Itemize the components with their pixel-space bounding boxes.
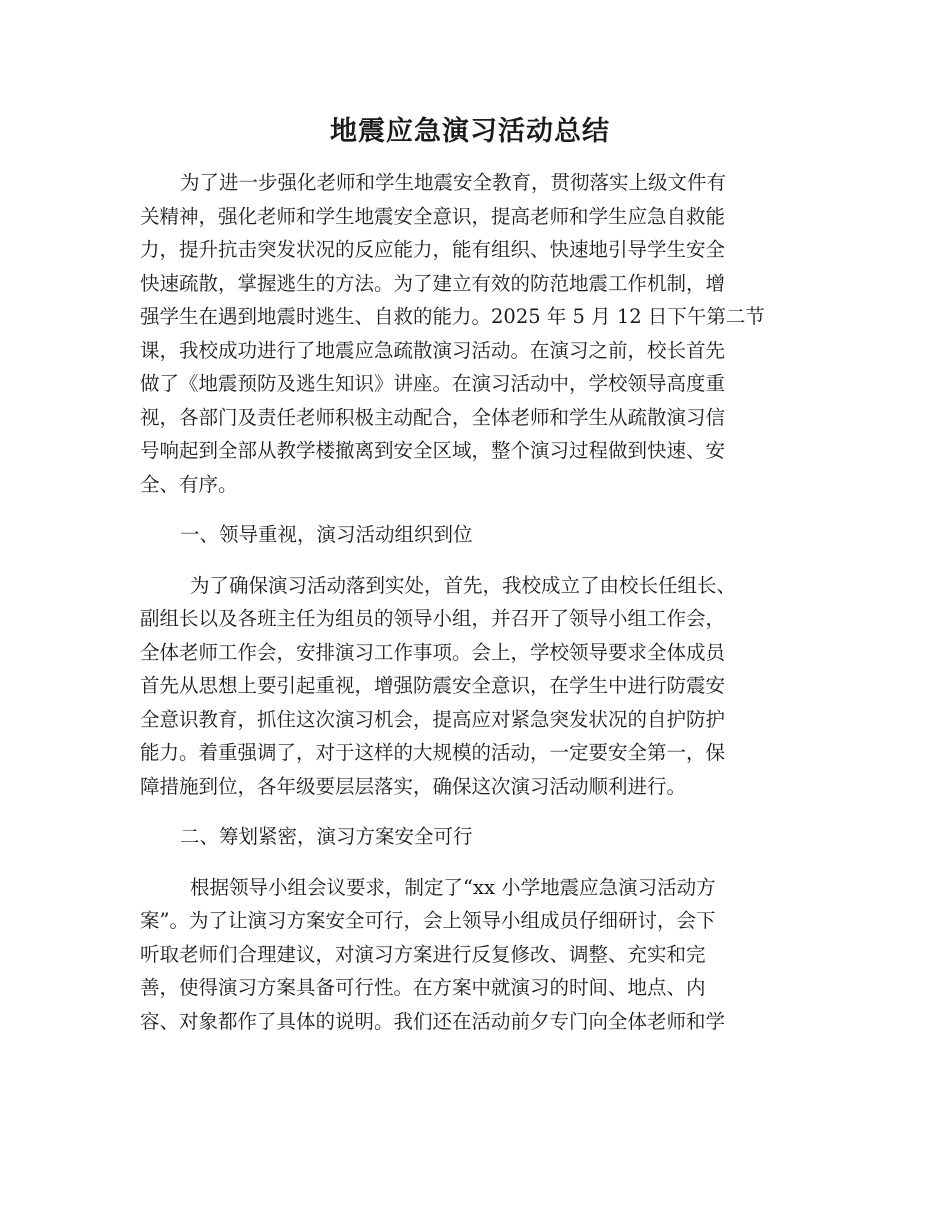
paragraph-line: 首先从思想上要引起重视，增强防震安全意识，在学生中进行防震安 xyxy=(140,674,726,697)
paragraph-line: 善，使得演习方案具备可行性。在方案中就演习的时间、地点、内 xyxy=(140,976,706,999)
section2-paragraph xyxy=(140,871,800,1039)
section1-paragraph xyxy=(140,569,800,804)
spacer xyxy=(140,803,800,820)
paragraph-line: 听取老师们合理建议，对演习方案进行反复修改、调整、充实和完 xyxy=(140,942,706,966)
paragraph-line: 快速疏散，掌握逃生的方法。为了建立有效的防范地震工作机制，增 xyxy=(140,271,726,295)
paragraph-line: 全意识教育，抓住这次演习机会，提高应对紧急突发状况的自护防护 xyxy=(140,707,726,731)
document-page xyxy=(140,112,800,1038)
paragraph-line: 全体老师工作会，安排演习工作事项。会上，学校领导要求全体成员 xyxy=(140,640,726,664)
paragraph-line: 为了确保演习活动落到实处，首先，我校成立了由校长任组长、 xyxy=(190,573,737,597)
paragraph-line: 容、对象都作了具体的说明。我们还在活动前夕专门向全体老师和学 xyxy=(140,1009,726,1033)
paragraph-line: 号响起到全部从教学楼撤离到安全区域，整个演习过程做到快速、安 xyxy=(140,439,726,462)
section-heading-1: 一、领导重视，演习活动组织到位 xyxy=(180,523,473,546)
spacer xyxy=(140,552,800,569)
spacer xyxy=(140,501,800,518)
paragraph-line: 案”。为了让演习方案安全可行，会上领导小组成员仔细研讨，会下 xyxy=(140,909,716,932)
paragraph-line: 力，提升抗击突发状况的反应能力，能有组织、快速地引导学生安全 xyxy=(140,238,726,261)
paragraph-line: 能力。着重强调了，对于这样的大规模的活动，一定要安全第一，保 xyxy=(140,741,726,764)
paragraph-line: 做了《地震预防及逃生知识》讲座。在演习活动中，学校领导高度重 xyxy=(140,372,726,395)
paragraph-line: 为了进一步强化老师和学生地震安全教育，贯彻落实上级文件有 xyxy=(180,171,727,194)
document-title: 地震应急演习活动总结 xyxy=(330,116,610,147)
intro-paragraph xyxy=(140,166,800,501)
paragraph-line: 根据领导小组会议要求，制定了“xx 小学地震应急演习活动方 xyxy=(190,875,716,899)
section-heading-2: 二、筹划紧密，演习方案安全可行 xyxy=(180,825,473,848)
paragraph-line: 障措施到位，各年级要层层落实，确保这次演习活动顺利进行。 xyxy=(140,774,687,798)
paragraph-line: 课，我校成功进行了地震应急疏散演习活动。在演习之前，校长首先 xyxy=(140,338,726,362)
paragraph-line: 视，各部门及责任老师积极主动配合，全体老师和学生从疏散演习信 xyxy=(140,405,726,429)
spacer xyxy=(140,854,800,871)
paragraph-line: 关精神，强化老师和学生地震安全意识，提高老师和学生应急自救能 xyxy=(140,204,726,228)
paragraph-line: 副组长以及各班主任为组员的领导小组，并召开了领导小组工作会， xyxy=(140,607,726,630)
paragraph-line: 全、有序。 xyxy=(140,472,238,496)
paragraph-line: 强学生在遇到地震时逃生、自救的能力。2025 年 5 月 12 日下午第二节 xyxy=(140,305,765,328)
